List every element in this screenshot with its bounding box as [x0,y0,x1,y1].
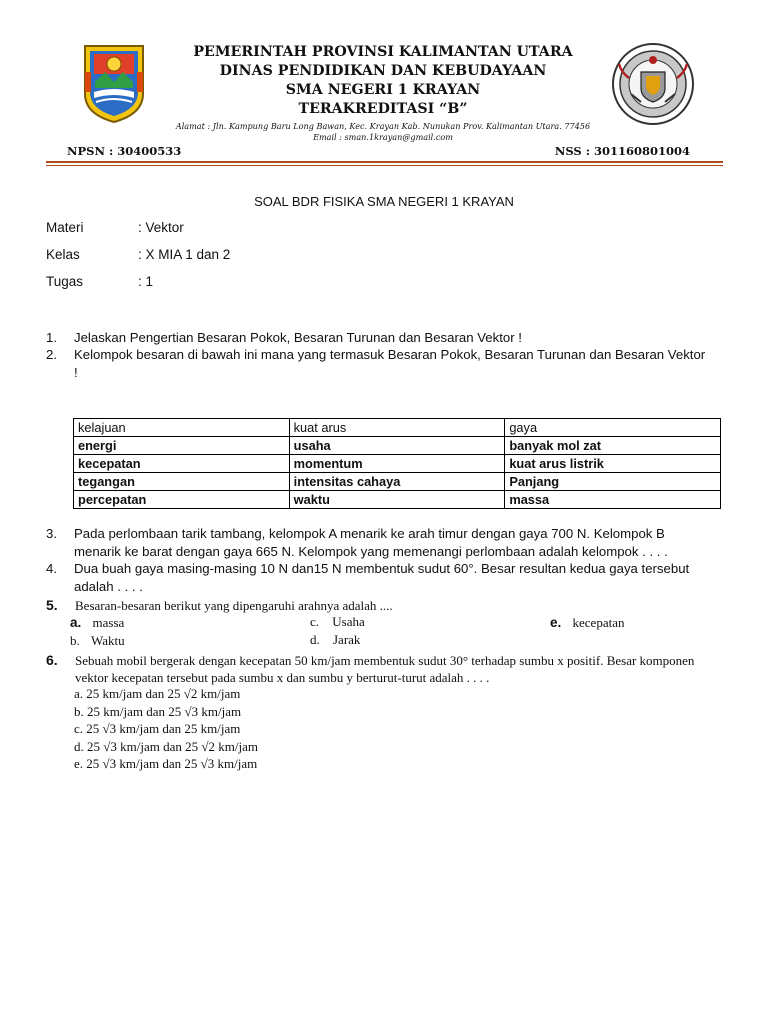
question-number: 2. [46,347,57,362]
npsn-label: NPSN : 30400533 [67,144,182,158]
option-letter: e. [550,615,562,630]
option-letter: d. [310,632,320,647]
table-cell: massa [505,491,721,509]
q6-option-e: e. 25 √3 km/jam dan 25 √3 km/jam [74,756,258,771]
table-cell: banyak mol zat [505,437,721,455]
meta-label: Tugas [46,274,84,289]
table-cell: energi [74,437,290,455]
table-row [74,455,721,473]
option-letter: c. [310,614,320,629]
meta-value: : X MIA 1 dan 2 [138,247,231,262]
question-text: Jelaskan Pengertian Besaran Pokok, Besaran Turunan dan Besaran Vektor ! [74,330,522,345]
q5-option-c [310,614,365,630]
meta-label: Materi [46,220,84,235]
table-cell: kuat arus listrik [505,455,721,473]
option-text: Waktu [91,633,125,648]
letterhead-line: SMA NEGERI 1 KRAYAN [285,82,481,98]
question-text: Pada perlombaan tarik tambang, kelompok A menarik ke arah timur dengan gaya 700 N. Kelompok B menarik ke barat dengan gaya 665 N. Kelompok yang memenangi perlombaan adalah kelompok . . . . [74,526,668,559]
q6-option-c: c. 25 √3 km/jam dan 25 km/jam [74,721,241,736]
table-cell: kelajuan [74,419,290,437]
question-number: 4. [46,561,57,576]
province-coat-of-arms-icon [81,42,147,124]
letterhead-email: Email : sman.1krayan@gmail.com [313,132,453,142]
table-row [74,419,721,437]
letterhead-line: PEMERINTAH PROVINSI KALIMANTAN UTARA [193,44,573,60]
question-number: 6. [46,652,58,668]
q6-option-a: a. 25 km/jam dan 25 √2 km/jam [74,686,241,701]
table-cell: percepatan [74,491,290,509]
table-cell: waktu [289,491,505,509]
letterhead-line: DINAS PENDIDIKAN DAN KEBUDAYAAN [219,63,547,79]
letterhead-address: Alamat : Jln. Kampung Baru Long Bawan, Kec. Krayan Kab. Nunukan Prov. Kalimantan Utara. 77456 [175,121,591,131]
meta-label: Kelas [46,247,80,262]
q5-option-e [550,615,624,631]
question-number: 5. [46,597,58,613]
table-row [74,473,721,491]
option-text: massa [92,615,125,630]
table-cell: tegangan [74,473,290,491]
question-number: 1. [46,330,57,345]
table-cell: momentum [289,455,505,473]
table-row [74,491,721,509]
meta-value: : 1 [138,274,154,289]
option-text: Jarak [333,632,361,647]
quantities-table [73,418,721,509]
letterhead-address-block [120,121,646,143]
letterhead-line: TERAKREDITASI “B” [298,101,468,117]
table-cell: usaha [289,437,505,455]
table-cell: kecepatan [74,455,290,473]
letterhead-divider-thick [46,161,723,163]
table-cell: Panjang [505,473,721,491]
table-cell: kuat arus [289,419,505,437]
q5-option-a [70,615,124,631]
letterhead-divider-thin [46,165,723,166]
q6-option-b: b. 25 km/jam dan 25 √3 km/jam [74,704,242,719]
table-row [74,437,721,455]
question-text: Besaran-besaran berikut yang dipengaruhi arahnya adalah .... [75,598,393,613]
letterhead-title [150,43,616,119]
question-text: Sebuah mobil bergerak dengan kecepatan 50 km/jam membentuk sudut 30° terhadap sumbu x positif. Besar komponen vektor kecepatan tersebut pada sumbu x dan sumbu y berturut-turut adalah . . . . [75,653,695,685]
table-cell: intensitas cahaya [289,473,505,491]
question-number: 3. [46,526,57,541]
option-text: kecepatan [572,615,625,630]
question-text: Kelompok besaran di bawah ini mana yang termasuk Besaran Pokok, Besaran Turunan dan Besaran Vektor ! [74,347,706,380]
q5-option-d [310,632,360,648]
document-title: SOAL BDR FISIKA SMA NEGERI 1 KRAYAN [254,194,514,209]
nss-label: NSS : 301160801004 [554,144,690,158]
q6-option-d: d. 25 √3 km/jam dan 25 √2 km/jam [74,739,258,754]
school-emblem-icon [611,42,695,126]
option-text: Usaha [332,614,365,629]
q5-option-b [70,633,125,649]
question-text: Dua buah gaya masing-masing 10 N dan15 N membentuk sudut 60°. Besar resultan kedua gaya tersebut adalah . . . . [74,561,690,594]
table-cell: gaya [505,419,721,437]
meta-value: : Vektor [138,220,184,235]
option-letter: a. [70,615,82,630]
option-letter: b. [70,633,80,648]
